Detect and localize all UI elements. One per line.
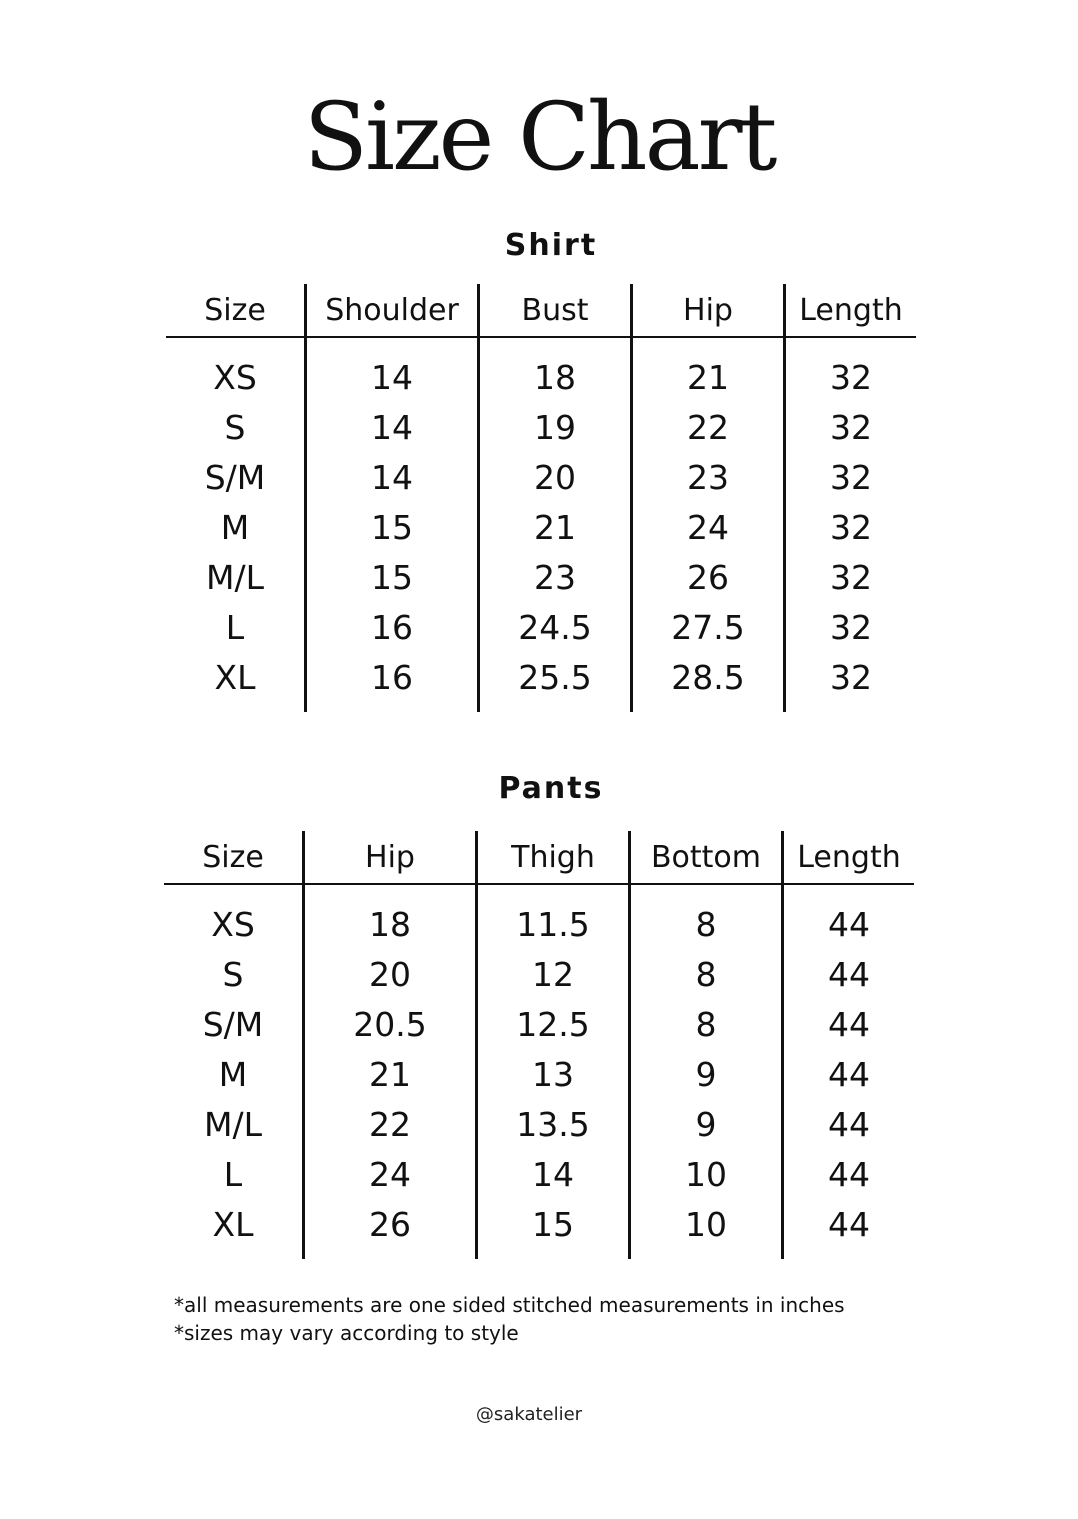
hip-cell: 26: [304, 1199, 477, 1259]
hip-cell: 22: [304, 1099, 477, 1149]
size-cell: M/L: [206, 557, 264, 597]
bust-cell: 24.5: [479, 602, 632, 652]
length-cell: 44: [783, 1149, 915, 1199]
hip-cell: 24: [304, 1149, 477, 1199]
table-row: [164, 1099, 914, 1149]
size-cell: XS: [211, 904, 255, 944]
table-row: [166, 652, 916, 712]
hip-cell: 20: [304, 949, 477, 999]
length-cell: 32: [785, 402, 917, 452]
shirt-size-table: [166, 284, 916, 712]
size-cell: XL: [214, 657, 256, 697]
column-header-thigh: Thigh: [477, 831, 630, 884]
hip-cell: 21: [632, 337, 785, 402]
pants-section-title: Pants: [498, 771, 604, 806]
shoulder-cell: 15: [306, 502, 479, 552]
hip-cell: 28.5: [632, 652, 785, 712]
bust-cell: 18: [479, 337, 632, 402]
shoulder-cell: 16: [306, 602, 479, 652]
column-header-length: Length: [783, 831, 915, 884]
social-handle: @sakatelier: [475, 1404, 583, 1425]
length-cell: 44: [783, 884, 915, 949]
thigh-cell: 15: [477, 1199, 630, 1259]
length-cell: 32: [785, 502, 917, 552]
table-row: [164, 1149, 914, 1199]
footnote-measurements: *all measurements are one sided stitched measurements in inches: [174, 1293, 845, 1317]
thigh-cell: 14: [477, 1149, 630, 1199]
length-cell: 32: [785, 452, 917, 502]
bust-cell: 19: [479, 402, 632, 452]
hip-cell: 20.5: [304, 999, 477, 1049]
thigh-cell: 13: [477, 1049, 630, 1099]
bust-cell: 23: [479, 552, 632, 602]
thigh-cell: 12.5: [477, 999, 630, 1049]
size-cell: XL: [212, 1204, 254, 1244]
shirt-section-title: Shirt: [504, 228, 598, 263]
length-cell: 32: [785, 337, 917, 402]
column-header-hip: Hip: [632, 284, 785, 337]
table-row: [164, 949, 914, 999]
column-header-size: Size: [164, 831, 304, 884]
bottom-cell: 8: [630, 999, 783, 1049]
size-cell: L: [225, 607, 245, 647]
bottom-cell: 8: [630, 949, 783, 999]
table-row: [164, 1199, 914, 1259]
table-header-row: [166, 284, 916, 337]
column-header-shoulder: Shoulder: [306, 284, 479, 337]
length-cell: 44: [783, 1099, 915, 1149]
table-header-row: [164, 831, 914, 884]
thigh-cell: 13.5: [477, 1099, 630, 1149]
hip-cell: 21: [304, 1049, 477, 1099]
hip-cell: 26: [632, 552, 785, 602]
table-row: [166, 402, 916, 452]
length-cell: 44: [783, 999, 915, 1049]
size-cell: S/M: [202, 1004, 264, 1044]
page-title: Size Chart: [303, 83, 775, 192]
bottom-cell: 8: [630, 884, 783, 949]
hip-cell: 22: [632, 402, 785, 452]
shoulder-cell: 14: [306, 402, 479, 452]
column-header-hip: Hip: [304, 831, 477, 884]
table-row: [164, 999, 914, 1049]
pants-size-table: [164, 831, 914, 1259]
table-row: [166, 552, 916, 602]
length-cell: 32: [785, 552, 917, 602]
footnotes: [174, 1291, 845, 1347]
table-row: [166, 337, 916, 402]
hip-cell: 18: [304, 884, 477, 949]
footnote-sizes: *sizes may vary according to style: [174, 1321, 519, 1345]
size-cell: S/M: [204, 457, 266, 497]
size-cell: S: [222, 954, 244, 994]
table-row: [166, 452, 916, 502]
bust-cell: 25.5: [479, 652, 632, 712]
hip-cell: 23: [632, 452, 785, 502]
bottom-cell: 9: [630, 1049, 783, 1099]
size-cell: L: [223, 1154, 243, 1194]
column-header-bust: Bust: [479, 284, 632, 337]
size-cell: XS: [213, 357, 257, 397]
column-header-size: Size: [166, 284, 306, 337]
length-cell: 44: [783, 949, 915, 999]
size-cell: M/L: [204, 1104, 262, 1144]
column-header-bottom: Bottom: [630, 831, 783, 884]
length-cell: 44: [783, 1049, 915, 1099]
bust-cell: 20: [479, 452, 632, 502]
bust-cell: 21: [479, 502, 632, 552]
hip-cell: 27.5: [632, 602, 785, 652]
hip-cell: 24: [632, 502, 785, 552]
size-cell: M: [218, 1054, 248, 1094]
length-cell: 32: [785, 602, 917, 652]
shoulder-cell: 14: [306, 337, 479, 402]
shoulder-cell: 15: [306, 552, 479, 602]
length-cell: 44: [783, 1199, 915, 1259]
size-cell: M: [220, 507, 250, 547]
thigh-cell: 12: [477, 949, 630, 999]
bottom-cell: 9: [630, 1099, 783, 1149]
bottom-cell: 10: [630, 1149, 783, 1199]
table-row: [164, 1049, 914, 1099]
table-row: [164, 884, 914, 949]
bottom-cell: 10: [630, 1199, 783, 1259]
shoulder-cell: 16: [306, 652, 479, 712]
shoulder-cell: 14: [306, 452, 479, 502]
thigh-cell: 11.5: [477, 884, 630, 949]
table-row: [166, 602, 916, 652]
column-header-length: Length: [785, 284, 917, 337]
table-row: [166, 502, 916, 552]
length-cell: 32: [785, 652, 917, 712]
size-cell: S: [224, 407, 246, 447]
